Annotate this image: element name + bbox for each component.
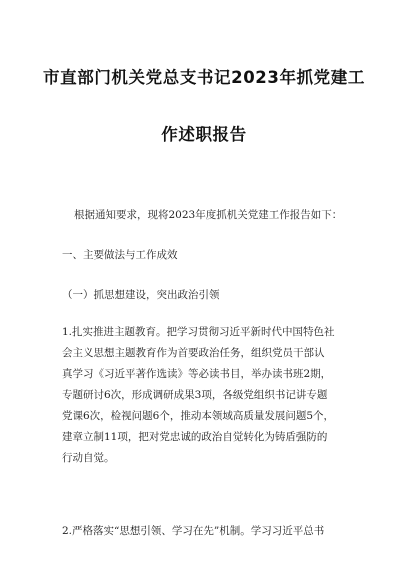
intro-paragraph: 根据通知要求，现将2023年度抓机关党建工作报告如下： xyxy=(74,209,343,221)
paragraph-line: 真学习《习近平著作选读》等必读书目，举办读书班2期， xyxy=(62,368,332,380)
document-title-line-1: 市直部门机关党总支书记2023年抓党建工 xyxy=(43,68,365,87)
section-heading: 一、主要做法与工作成效 xyxy=(62,249,178,261)
paragraph-line: 党课6次，检视问题6个，推动本领域高质量发展问题5个， xyxy=(62,410,335,422)
paragraph-line: 行动自觉。 xyxy=(62,452,115,464)
paragraph-line: 专题研讨6次，形成调研成果3项，各级党组织书记讲专题 xyxy=(62,389,328,401)
paragraph-line: 2.严格落实“思想引领、学习在先”机制。学习习近平总书 xyxy=(62,525,325,537)
paragraph-item-1 xyxy=(62,322,362,469)
paragraph-line: 建章立制11项，把对党忠诚的政治自觉转化为铸盾强防的 xyxy=(62,431,328,443)
document-title-line-2: 作述职报告 xyxy=(161,125,247,144)
subsection-heading: （一）抓思想建设，突出政治引领 xyxy=(62,289,220,301)
paragraph-line: 会主义思想主题教育作为首要政治任务，组织党员干部认 xyxy=(62,347,325,359)
paragraph-item-2 xyxy=(62,521,362,542)
paragraph-line: 1.扎实推进主题教育。把学习贯彻习近平新时代中国特色社 xyxy=(62,326,335,338)
